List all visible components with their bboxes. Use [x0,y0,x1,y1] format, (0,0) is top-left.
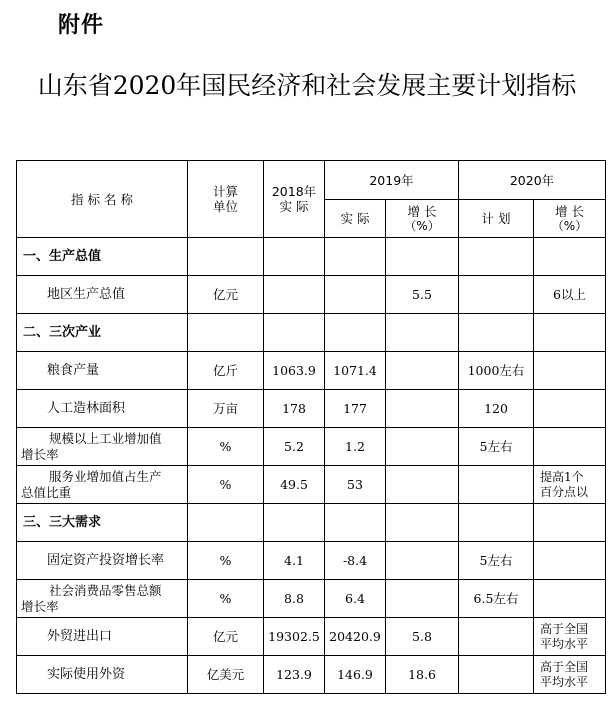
growth-2019 [386,390,459,428]
header-2020: 2020年 [459,161,606,200]
plan-2020 [459,466,534,504]
section-name: 一、生产总值 [17,238,188,276]
unit: 亿元 [188,618,264,656]
growth-2020 [534,542,606,580]
actual-2018: 49.5 [264,466,325,504]
section-row [17,504,606,542]
actual-2019: 1071.4 [325,352,386,390]
header-2019: 2019年 [325,161,459,200]
growth-2020: 提高1个 百分点以 [534,466,606,504]
growth-2019: 5.5 [386,276,459,314]
table-row [17,656,606,694]
actual-2019 [325,276,386,314]
growth-2019 [386,580,459,618]
attachment-label: 附件 [58,13,105,38]
page-title: 山东省2020年国民经济和社会发展主要计划指标 [37,71,577,100]
indicator-name: 外贸进出口 [17,618,188,656]
table-row [17,580,606,618]
indicator-name: 地区生产总值 [17,276,188,314]
growth-2019 [386,428,459,466]
unit: 亿斤 [188,352,264,390]
section-name: 三、三大需求 [17,504,188,542]
header-2020-plan: 计 划 [459,200,534,238]
indicator-name: 人工造林面积 [17,390,188,428]
header-2020-growth: 增 长 （%） [534,200,606,238]
plan-2020: 5左右 [459,428,534,466]
table-row [17,428,606,466]
growth-2020: 高于全国 平均水平 [534,656,606,694]
actual-2018: 4.1 [264,542,325,580]
header-2018: 2018年 实 际 [264,161,325,238]
unit: % [188,428,264,466]
table-row [17,390,606,428]
actual-2019: 6.4 [325,580,386,618]
indicator-name: 实际使用外资 [17,656,188,694]
actual-2019: 177 [325,390,386,428]
plan-2020 [459,618,534,656]
actual-2019: 53 [325,466,386,504]
table-row [17,618,606,656]
indicator-name: 粮食产量 [17,352,188,390]
table-row [17,352,606,390]
indicator-name: 服务业增加值占生产 总值比重 [17,466,188,504]
growth-2020: 高于全国 平均水平 [534,618,606,656]
unit: 万亩 [188,390,264,428]
growth-2020 [534,428,606,466]
header-2019-growth: 增 长 （%） [386,200,459,238]
section-row [17,238,606,276]
actual-2018: 1063.9 [264,352,325,390]
actual-2018 [264,276,325,314]
growth-2019: 18.6 [386,656,459,694]
unit: % [188,542,264,580]
growth-2019 [386,542,459,580]
header-2019-actual: 实 际 [325,200,386,238]
actual-2019: -8.4 [325,542,386,580]
unit: % [188,466,264,504]
table-row [17,542,606,580]
unit: 亿美元 [188,656,264,694]
actual-2019: 146.9 [325,656,386,694]
growth-2020 [534,390,606,428]
growth-2020 [534,352,606,390]
plan-2020: 6.5左右 [459,580,534,618]
actual-2018: 8.8 [264,580,325,618]
indicator-table [16,160,606,694]
indicator-name: 固定资产投资增长率 [17,542,188,580]
indicator-name: 社会消费品零售总额 增长率 [17,580,188,618]
growth-2019 [386,466,459,504]
actual-2019: 20420.9 [325,618,386,656]
table-row [17,466,606,504]
plan-2020 [459,276,534,314]
actual-2018: 123.9 [264,656,325,694]
plan-2020: 5左右 [459,542,534,580]
unit: 亿元 [188,276,264,314]
growth-2019 [386,352,459,390]
actual-2018: 178 [264,390,325,428]
indicator-name: 规模以上工业增加值 增长率 [17,428,188,466]
unit: % [188,580,264,618]
header-indicator: 指 标 名 称 [17,161,188,238]
table-row [17,276,606,314]
actual-2018: 19302.5 [264,618,325,656]
section-name: 二、三次产业 [17,314,188,352]
header-unit: 计算 单位 [188,161,264,238]
plan-2020: 1000左右 [459,352,534,390]
growth-2020: 6以上 [534,276,606,314]
growth-2019: 5.8 [386,618,459,656]
section-row [17,314,606,352]
growth-2020 [534,580,606,618]
actual-2019: 1.2 [325,428,386,466]
actual-2018: 5.2 [264,428,325,466]
plan-2020: 120 [459,390,534,428]
plan-2020 [459,656,534,694]
